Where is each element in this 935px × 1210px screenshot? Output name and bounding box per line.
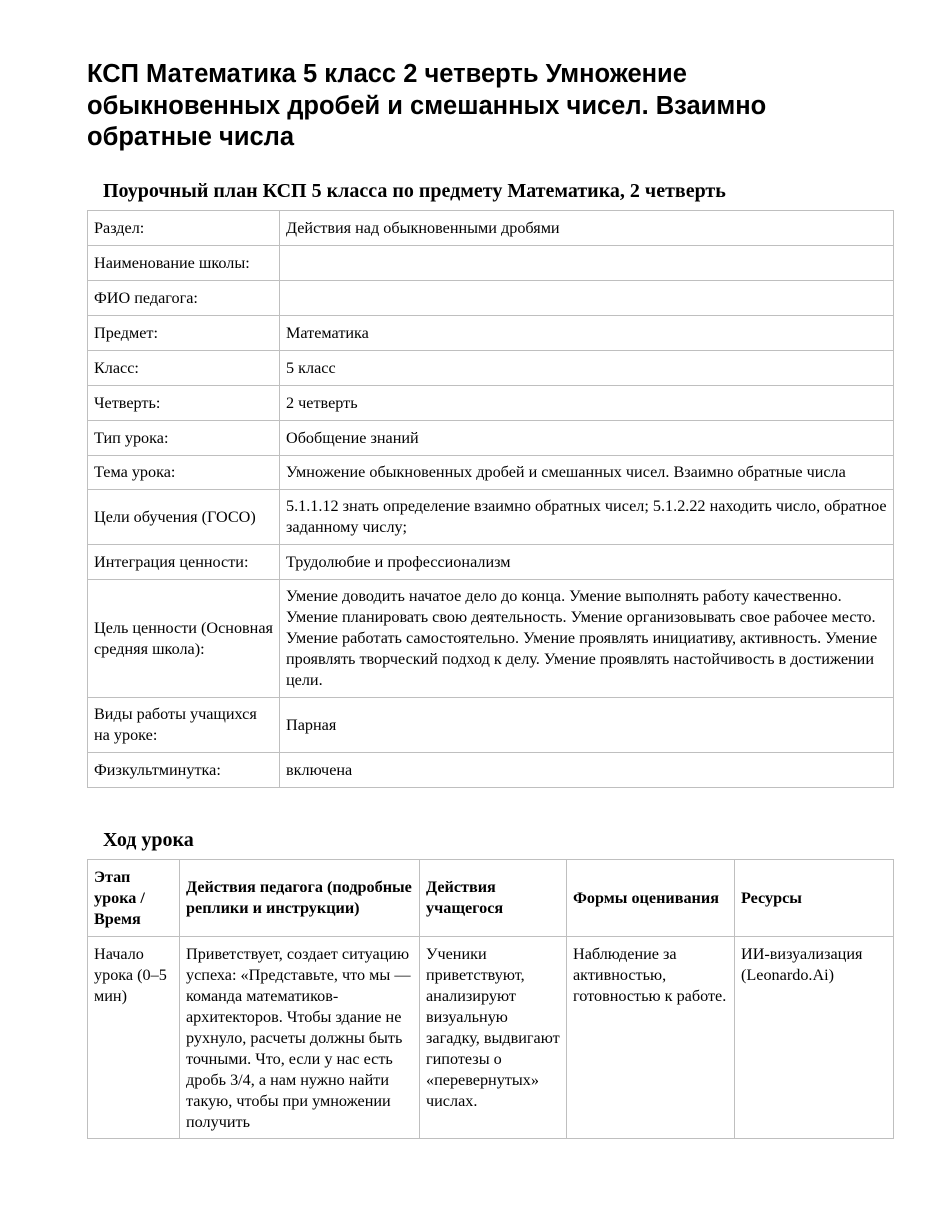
info-label: Класс:: [88, 351, 280, 386]
plan-heading: Поурочный план КСП 5 класса по предмету Математика, 2 четверть: [103, 180, 726, 202]
header-stage: Этап урока / Время: [88, 860, 180, 937]
info-value: Трудолюбие и профессионализм: [280, 545, 894, 580]
info-value: Умножение обыкновенных дробей и смешанных чисел. Взаимно обратные числа: [280, 456, 894, 490]
info-row-value-goal: [88, 580, 894, 698]
info-value: включена: [280, 753, 894, 788]
info-value: Действия над обыкновенными дробями: [280, 211, 894, 246]
lesson-info-table: [87, 210, 894, 788]
info-label: Раздел:: [88, 211, 280, 246]
header-teacher-actions: Действия педагога (подробные реплики и инструкции): [180, 860, 420, 937]
info-label: Тип урока:: [88, 421, 280, 456]
info-value: [280, 281, 894, 316]
stage-cell: Начало урока (0–5 мин): [88, 937, 180, 1139]
lesson-row: [88, 937, 894, 1139]
info-label: Цель ценности (Основная средняя школа):: [88, 580, 280, 698]
info-row-teacher: [88, 281, 894, 316]
info-row-subject: [88, 316, 894, 351]
info-row-topic: [88, 456, 894, 490]
info-row-grade: [88, 351, 894, 386]
info-label: ФИО педагога:: [88, 281, 280, 316]
info-value: 5.1.1.12 знать определение взаимно обратных чисел; 5.1.2.22 находить число, обратное заданному числу;: [280, 490, 894, 545]
info-value: 5 класс: [280, 351, 894, 386]
info-label: Интеграция ценности:: [88, 545, 280, 580]
info-row-objectives: [88, 490, 894, 545]
info-row-lesson-type: [88, 421, 894, 456]
info-label: Цели обучения (ГОСО): [88, 490, 280, 545]
info-value: Парная: [280, 698, 894, 753]
info-row-physical-break: [88, 753, 894, 788]
document-title: КСП Математика 5 класс 2 четверть Умножение обыкновенных дробей и смешанных чисел. Взаимно обратные числа: [87, 60, 767, 151]
info-label: Физкультминутка:: [88, 753, 280, 788]
info-label: Предмет:: [88, 316, 280, 351]
info-label: Наименование школы:: [88, 246, 280, 281]
lesson-flow-heading: Ход урока: [103, 829, 194, 851]
info-label: Тема урока:: [88, 456, 280, 490]
resources-cell: ИИ-визуализация (Leonardo.Ai): [735, 937, 894, 1139]
header-student-actions: Действия учащегося: [420, 860, 567, 937]
info-row-section: [88, 211, 894, 246]
info-value: [280, 246, 894, 281]
info-value: 2 четверть: [280, 386, 894, 421]
student-actions-cell: Ученики приветствуют, анализируют визуальную загадку, выдвигают гипотезы о «перевернутых» числах.: [420, 937, 567, 1139]
info-row-quarter: [88, 386, 894, 421]
info-label: Виды работы учащихся на уроке:: [88, 698, 280, 753]
lesson-header-row: [88, 860, 894, 937]
info-value: Математика: [280, 316, 894, 351]
teacher-actions-cell: Приветствует, создает ситуацию успеха: «Представьте, что мы — команда математиков-архитекторов. Чтобы здание не рухнуло, расчеты должны быть точными. Что, если у нас есть дробь 3/4, а нам нужно найти такую, чтобы при умножении получить: [180, 937, 420, 1139]
info-row-work-types: [88, 698, 894, 753]
info-value: Обобщение знаний: [280, 421, 894, 456]
header-resources: Ресурсы: [735, 860, 894, 937]
info-value: Умение доводить начатое дело до конца. Умение выполнять работу качественно. Умение планировать свою деятельность. Умение организовывать свое рабочее место. Умение работать самостоятельно. Умение проявлять инициативу, активность. Умение проявлять творческий подход к делу. Умение проявлять настойчивость в достижении цели.: [280, 580, 894, 698]
info-row-school: [88, 246, 894, 281]
info-row-value-integration: [88, 545, 894, 580]
assessment-cell: Наблюдение за активностью, готовностью к работе.: [567, 937, 735, 1139]
lesson-flow-table: [87, 859, 894, 1139]
info-label: Четверть:: [88, 386, 280, 421]
header-assessment: Формы оценивания: [567, 860, 735, 937]
